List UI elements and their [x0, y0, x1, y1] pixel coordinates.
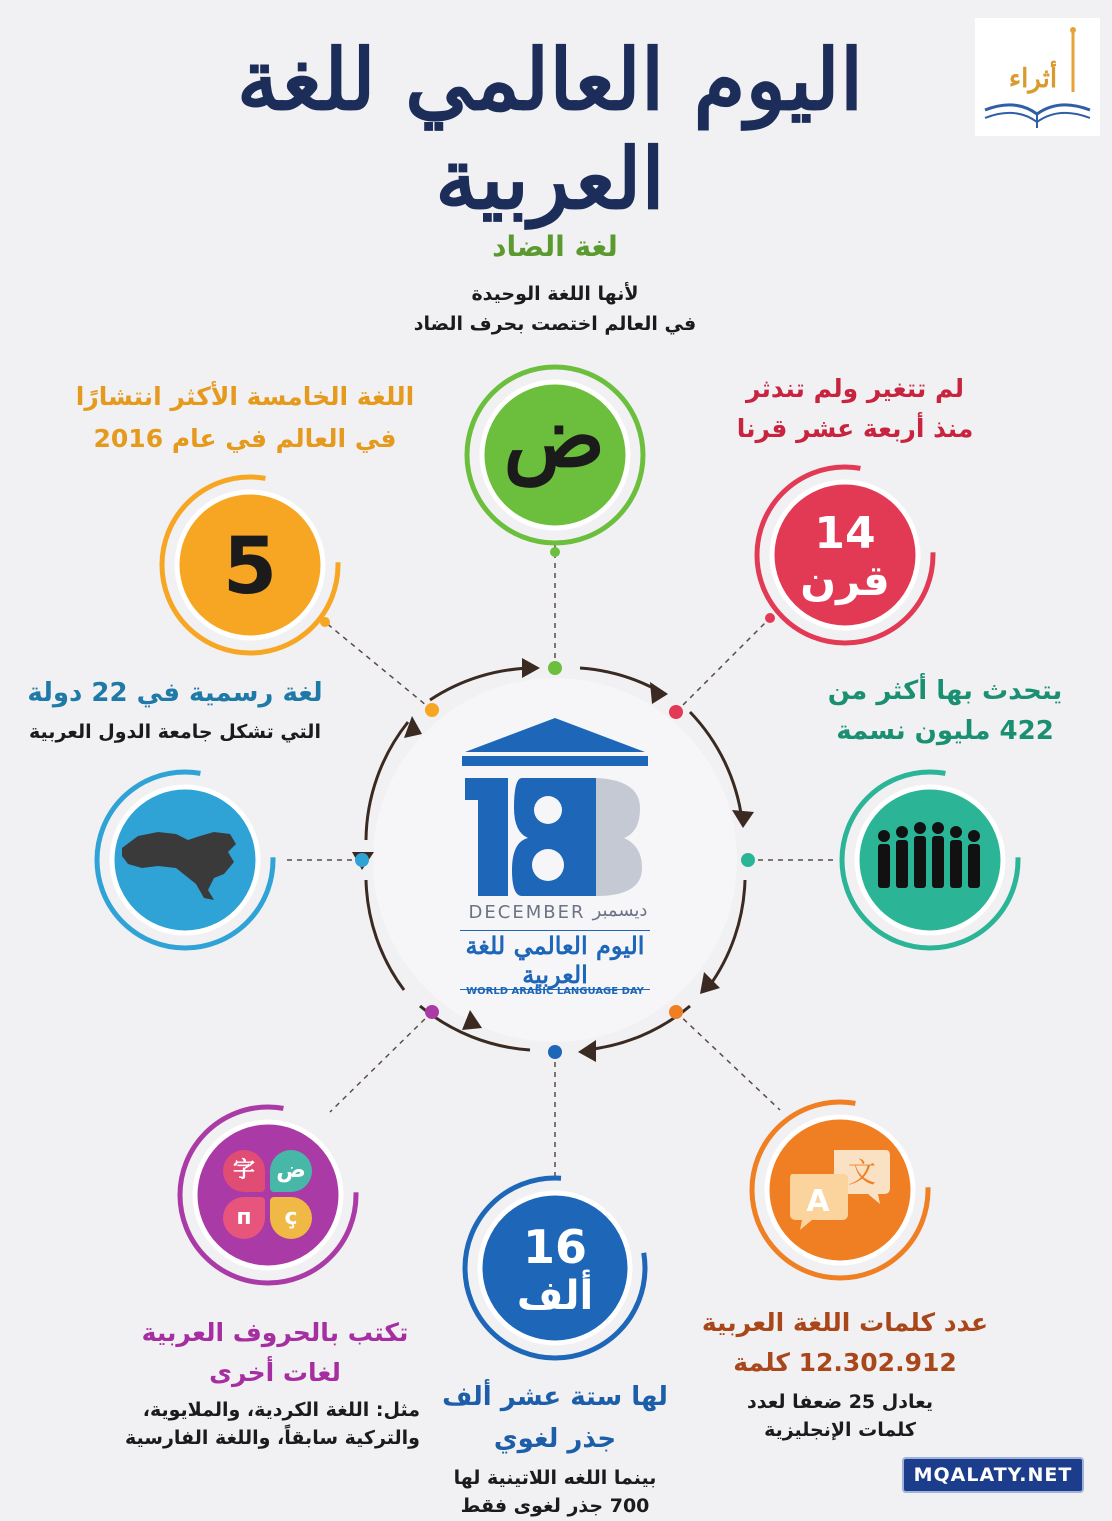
logo-text: أثراء	[1008, 64, 1058, 94]
roots-note1: بينما اللغه اللاتينية لها	[453, 1467, 657, 1489]
center-title-ar: اليوم العالمي للغة العربية	[460, 930, 650, 990]
arrow-head	[404, 716, 422, 738]
scripts-line2: لغات أخرى	[209, 1358, 341, 1387]
scripts-line1: تكتب بالحروف العربية	[141, 1318, 409, 1347]
scripts-note1: مثل: اللغة الكردية، والملايوية،	[142, 1399, 420, 1421]
dad-glyph-icon: ض	[503, 387, 605, 486]
speakers-line1: يتحدث بها أكثر من	[827, 676, 1063, 706]
dad-line1: لأنها اللغة الوحيدة	[471, 283, 639, 305]
words-line1: عدد كلمات اللغة العربية	[701, 1308, 989, 1337]
roots-note2: 700 جذر لغوى فقط	[460, 1495, 650, 1517]
center-month-ar: ديسمبر	[592, 900, 648, 921]
translate-icon	[788, 1148, 892, 1232]
official-heading: لغة رسمية في 22 دولة	[27, 678, 323, 708]
speakers-line2: 422 مليون نسمة	[836, 716, 1054, 746]
words-note1: يعادل 25 ضعفا لعدد	[746, 1391, 934, 1413]
dad-line2: في العالم اختصت بحرف الضاد	[413, 313, 697, 335]
roots-line2: جذر لغوي	[493, 1424, 617, 1454]
fifth-number: 5	[222, 522, 278, 612]
words-line2: 12.302.912 كلمة	[733, 1348, 957, 1377]
tile-latin: ç	[270, 1197, 312, 1239]
fifth-line2: في العالم في عام 2016	[93, 424, 397, 453]
roots-number: 16	[522, 1220, 587, 1274]
arrow-head	[650, 682, 668, 704]
centuries-line1: لم تتغير ولم تندثر	[745, 374, 965, 403]
fifth-line1: اللغة الخامسة الأكثر انتشارًا	[75, 382, 415, 411]
center-month-en: DECEMBER	[468, 902, 586, 923]
centuries-unit: قرن	[800, 556, 890, 605]
centuries-line2: منذ أربعة عشر قرنا	[736, 414, 974, 443]
official-sub: التي تشكل جامعة الدول العربية	[29, 721, 321, 743]
script-tiles-icon	[223, 1150, 313, 1240]
arrow-head	[578, 1040, 596, 1062]
roots-unit: ألف	[516, 1273, 594, 1319]
arrow-head	[522, 658, 540, 678]
tile-chinese: ض	[270, 1150, 312, 1192]
arab-map-icon	[118, 818, 242, 904]
page-title: اليوم العالمي للغة العربية	[236, 30, 864, 228]
svg-text:A: A	[806, 1184, 830, 1219]
words-note2: كلمات الإنجليزية	[764, 1419, 916, 1441]
scripts-note2: والتركية سابقاً، واللغة الفارسية	[124, 1427, 420, 1449]
site-watermark[interactable]: MQALATY.NET	[902, 1457, 1084, 1493]
center-title-en: WORLD ARABIC LANGUAGE DAY	[466, 986, 644, 997]
people-icon	[872, 822, 990, 894]
centuries-number: 14	[814, 508, 876, 559]
svg-text:文: 文	[847, 1156, 877, 1189]
roots-line1: لها ستة عشر ألف	[442, 1382, 668, 1412]
arrow-head	[732, 810, 754, 828]
dad-heading: لغة الضاد	[492, 230, 618, 263]
tile-cyrillic: п	[223, 1197, 265, 1239]
tile-dad: 字	[223, 1150, 265, 1192]
big-18-icon	[465, 778, 596, 896]
